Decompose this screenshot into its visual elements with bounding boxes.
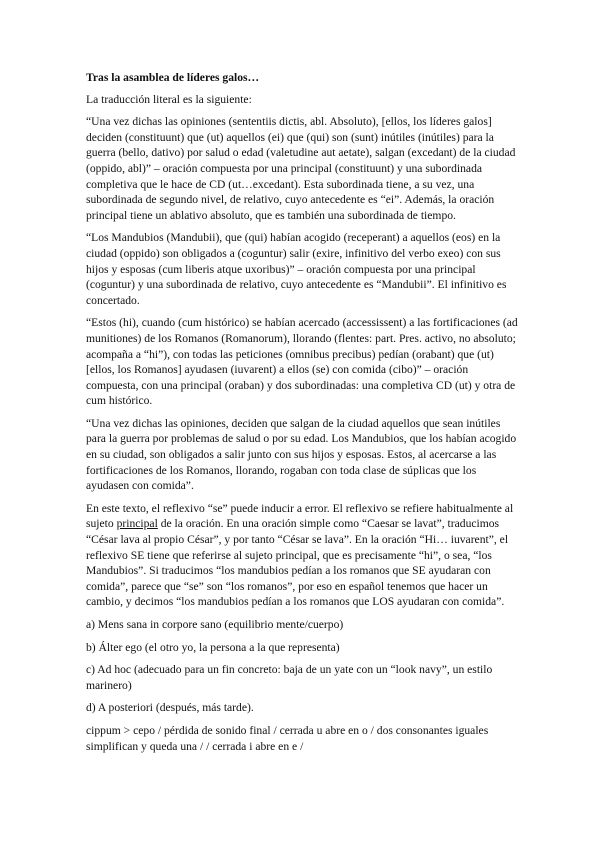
paragraph-2: “Los Mandubios (Mandubii), que (qui) habían acogido (receperant) a aquellos (eos) en la ciudad (oppido) son obligados a (coguntur) salir (exire, infinitivo del verbo exeo) con sus hijos y esposas (cum liberis atque uxoribus)” – oración compuesta por una principal (coguntur) y una subordinada de relativo, cuyo antecedente es “Mandubii”. El infinitivo es concertado. — [86, 231, 507, 307]
list-item-b: b) Álter ego (el otro yo, la persona a la que representa) — [86, 640, 340, 654]
paragraph-5-text-before: En este texto, el reflexivo “se” puede inducir a error. El reflexivo se refiere habitualmente al sujeto — [86, 501, 514, 531]
document-page — [86, 70, 518, 761]
list-item-c: c) Ad hoc (adecuado para un fin concreto: baja de un yate con un “look navy”, un estilo marinero) — [86, 663, 493, 692]
paragraph-5 — [86, 501, 518, 610]
list-item-a: a) Mens sana in corpore sano (equilibrio mente/cuerpo) — [86, 618, 344, 631]
paragraph-3: “Estos (hi), cuando (cum histórico) se habían acercado (accessissent) a las fortificaciones (ad munitiones) de los Romanos (Romanorum), llorando (flentes: part. Pres. activo, no absoluto; acompaña a “hi”), con todas las peticiones (omnibus precibus) pedían (orabant) que (ut) [ellos, los Romanos] ayudasen (iuvarent) a ellos (se) con comida (cibo)” – oración compuesta, con una principal (oraban) y dos subordinadas: una completiva CD (ut) y otra de cum histórico. — [86, 316, 518, 408]
document-title: Tras la asamblea de líderes galos… — [86, 71, 260, 84]
underlined-word: principal — [116, 517, 158, 531]
paragraph-1: “Una vez dichas las opiniones (sententiis dictis, abl. Absoluto), [ellos, los líderes galos] deciden (constituunt) que (ut) aquellos (ei) que (qui) son (sunt) inútiles (inútiles) para la guerra (bello, dativo) por salud o edad (valetudine aut aetate), salgan (excedant) de la ciudad (oppido, abl)” – oración compuesta por una principal (constituunt) y una subordinada completiva que le hace de CD (ut…excedant). Esta subordinada tiene, a su vez, una subordinada de segundo nivel, de relativo, cuyo antecedente es “ei”. Además, la oración principal tiene un ablativo absoluto, que es también una subordinada de tiempo. — [86, 115, 516, 222]
paragraph-4: “Una vez dichas las opiniones, deciden que salgan de la ciudad aquellos que sean inútiles para la guerra por problemas de salud o por su edad. Los Mandubios, que los habían acogido en su ciudad, son obligados a salir junto con sus hijos y esposas. Estos, al acercarse a las fortificaciones de los Romanos, llorando, rogaban con toda clase de súplicas que los ayudasen con comida”. — [86, 416, 517, 493]
final-paragraph: cippum > cepo / pérdida de sonido final / cerrada u abre en o / dos consonantes iguales simplifican y queda una / / cerrada i abre en e / — [86, 723, 489, 753]
intro-paragraph: La traducción literal es la siguiente: — [86, 92, 252, 106]
list-item-d: d) A posteriori (después, más tarde). — [86, 701, 254, 715]
paragraph-5-text-after: de la oración. En una oración simple como “Caesar se lavat”, traducimos “César lava al propio César”, y por tanto “César se lava”. En la oración “Hi… iuvarent”, el reflexivo SE tiene que referirse al sujeto principal, que es precisamente “hi”, o sea, “los Mandubios”. Si traducimos “los mandubios pedían a los romanos que SE ayudaran con comida”, parece que “se” son “los romanos”, por eso en español tenemos que hacer un cambio, y decimos “los mandubios pedían a los romanos que LOS ayudaran con comida”. — [86, 517, 509, 609]
